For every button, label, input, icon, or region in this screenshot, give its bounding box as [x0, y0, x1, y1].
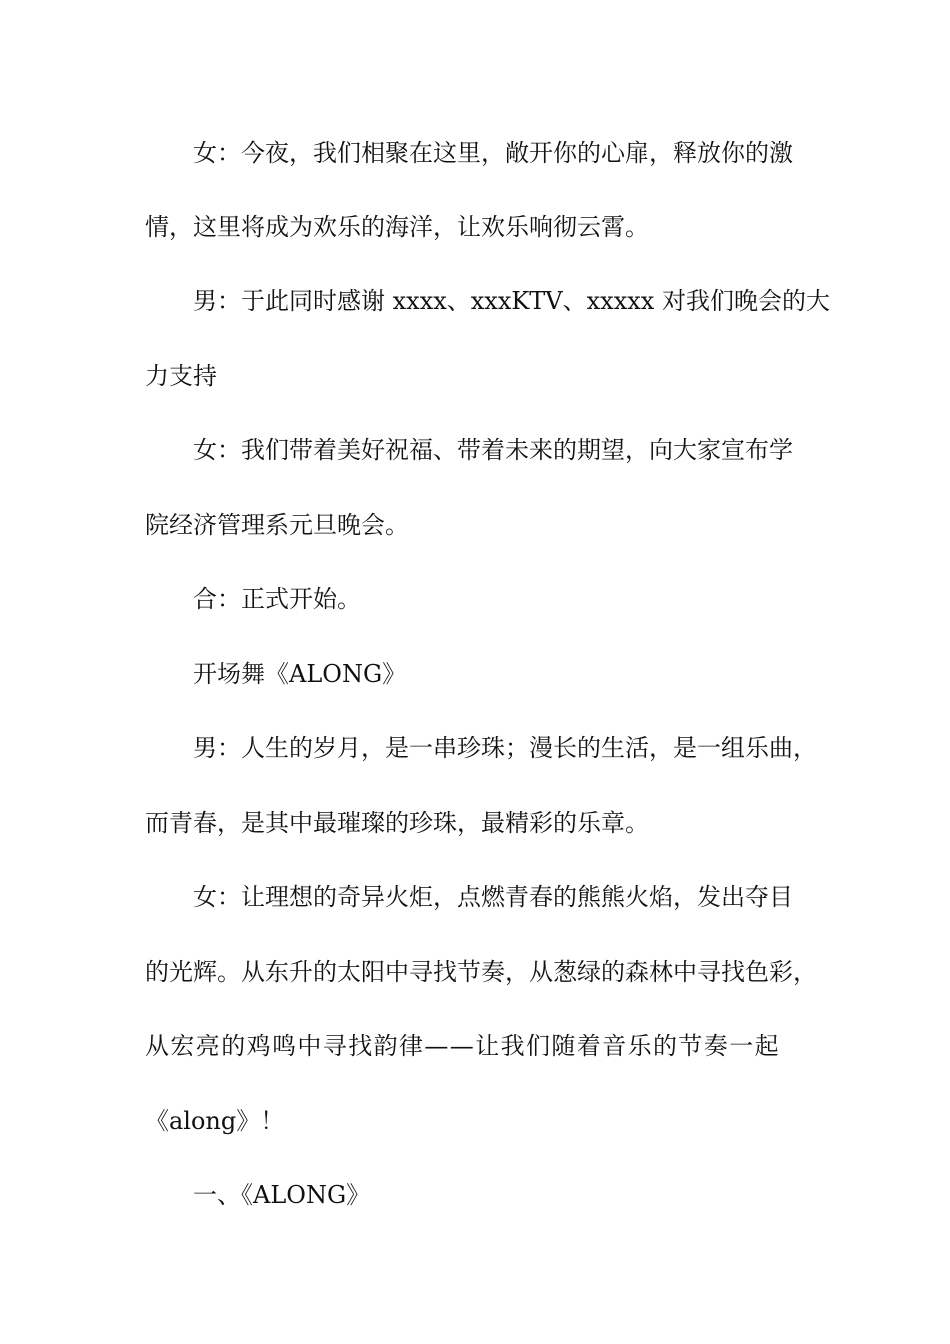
paragraph-line: 女：我们带着美好祝福、带着未来的期望，向大家宣布学: [193, 436, 793, 464]
paragraph-line: 力支持: [145, 362, 217, 390]
paragraph-line: 男：人生的岁月，是一串珍珠；漫长的生活，是一组乐曲，: [193, 734, 817, 762]
paragraph-line: 情，这里将成为欢乐的海洋，让欢乐响彻云霄。: [145, 213, 649, 241]
section-heading: 一、《ALONG》: [193, 1181, 371, 1209]
paragraph-line: 而青春，是其中最璀璨的珍珠，最精彩的乐章。: [145, 809, 649, 837]
paragraph-line: 男：于此同时感谢 xxxx、xxxKTV、xxxxx 对我们晚会的大: [193, 287, 830, 315]
paragraph-line: 院经济管理系元旦晚会。: [145, 511, 409, 539]
section-heading: 开场舞《ALONG》: [193, 660, 407, 688]
paragraph-line: 从宏亮的鸡鸣中寻找韵律——让我们随着音乐的节奏一起: [145, 1032, 780, 1060]
paragraph-line: 女：让理想的奇异火炬，点燃青春的熊熊火焰，发出夺目: [193, 883, 793, 911]
paragraph-line: 女：今夜，我们相聚在这里，敞开你的心扉，释放你的激: [193, 139, 793, 167]
paragraph-line: 的光辉。从东升的太阳中寻找节奏，从葱绿的森林中寻找色彩，: [145, 958, 817, 986]
paragraph-line: 《along》！: [145, 1107, 285, 1135]
paragraph-line: 合：正式开始。: [193, 585, 361, 613]
